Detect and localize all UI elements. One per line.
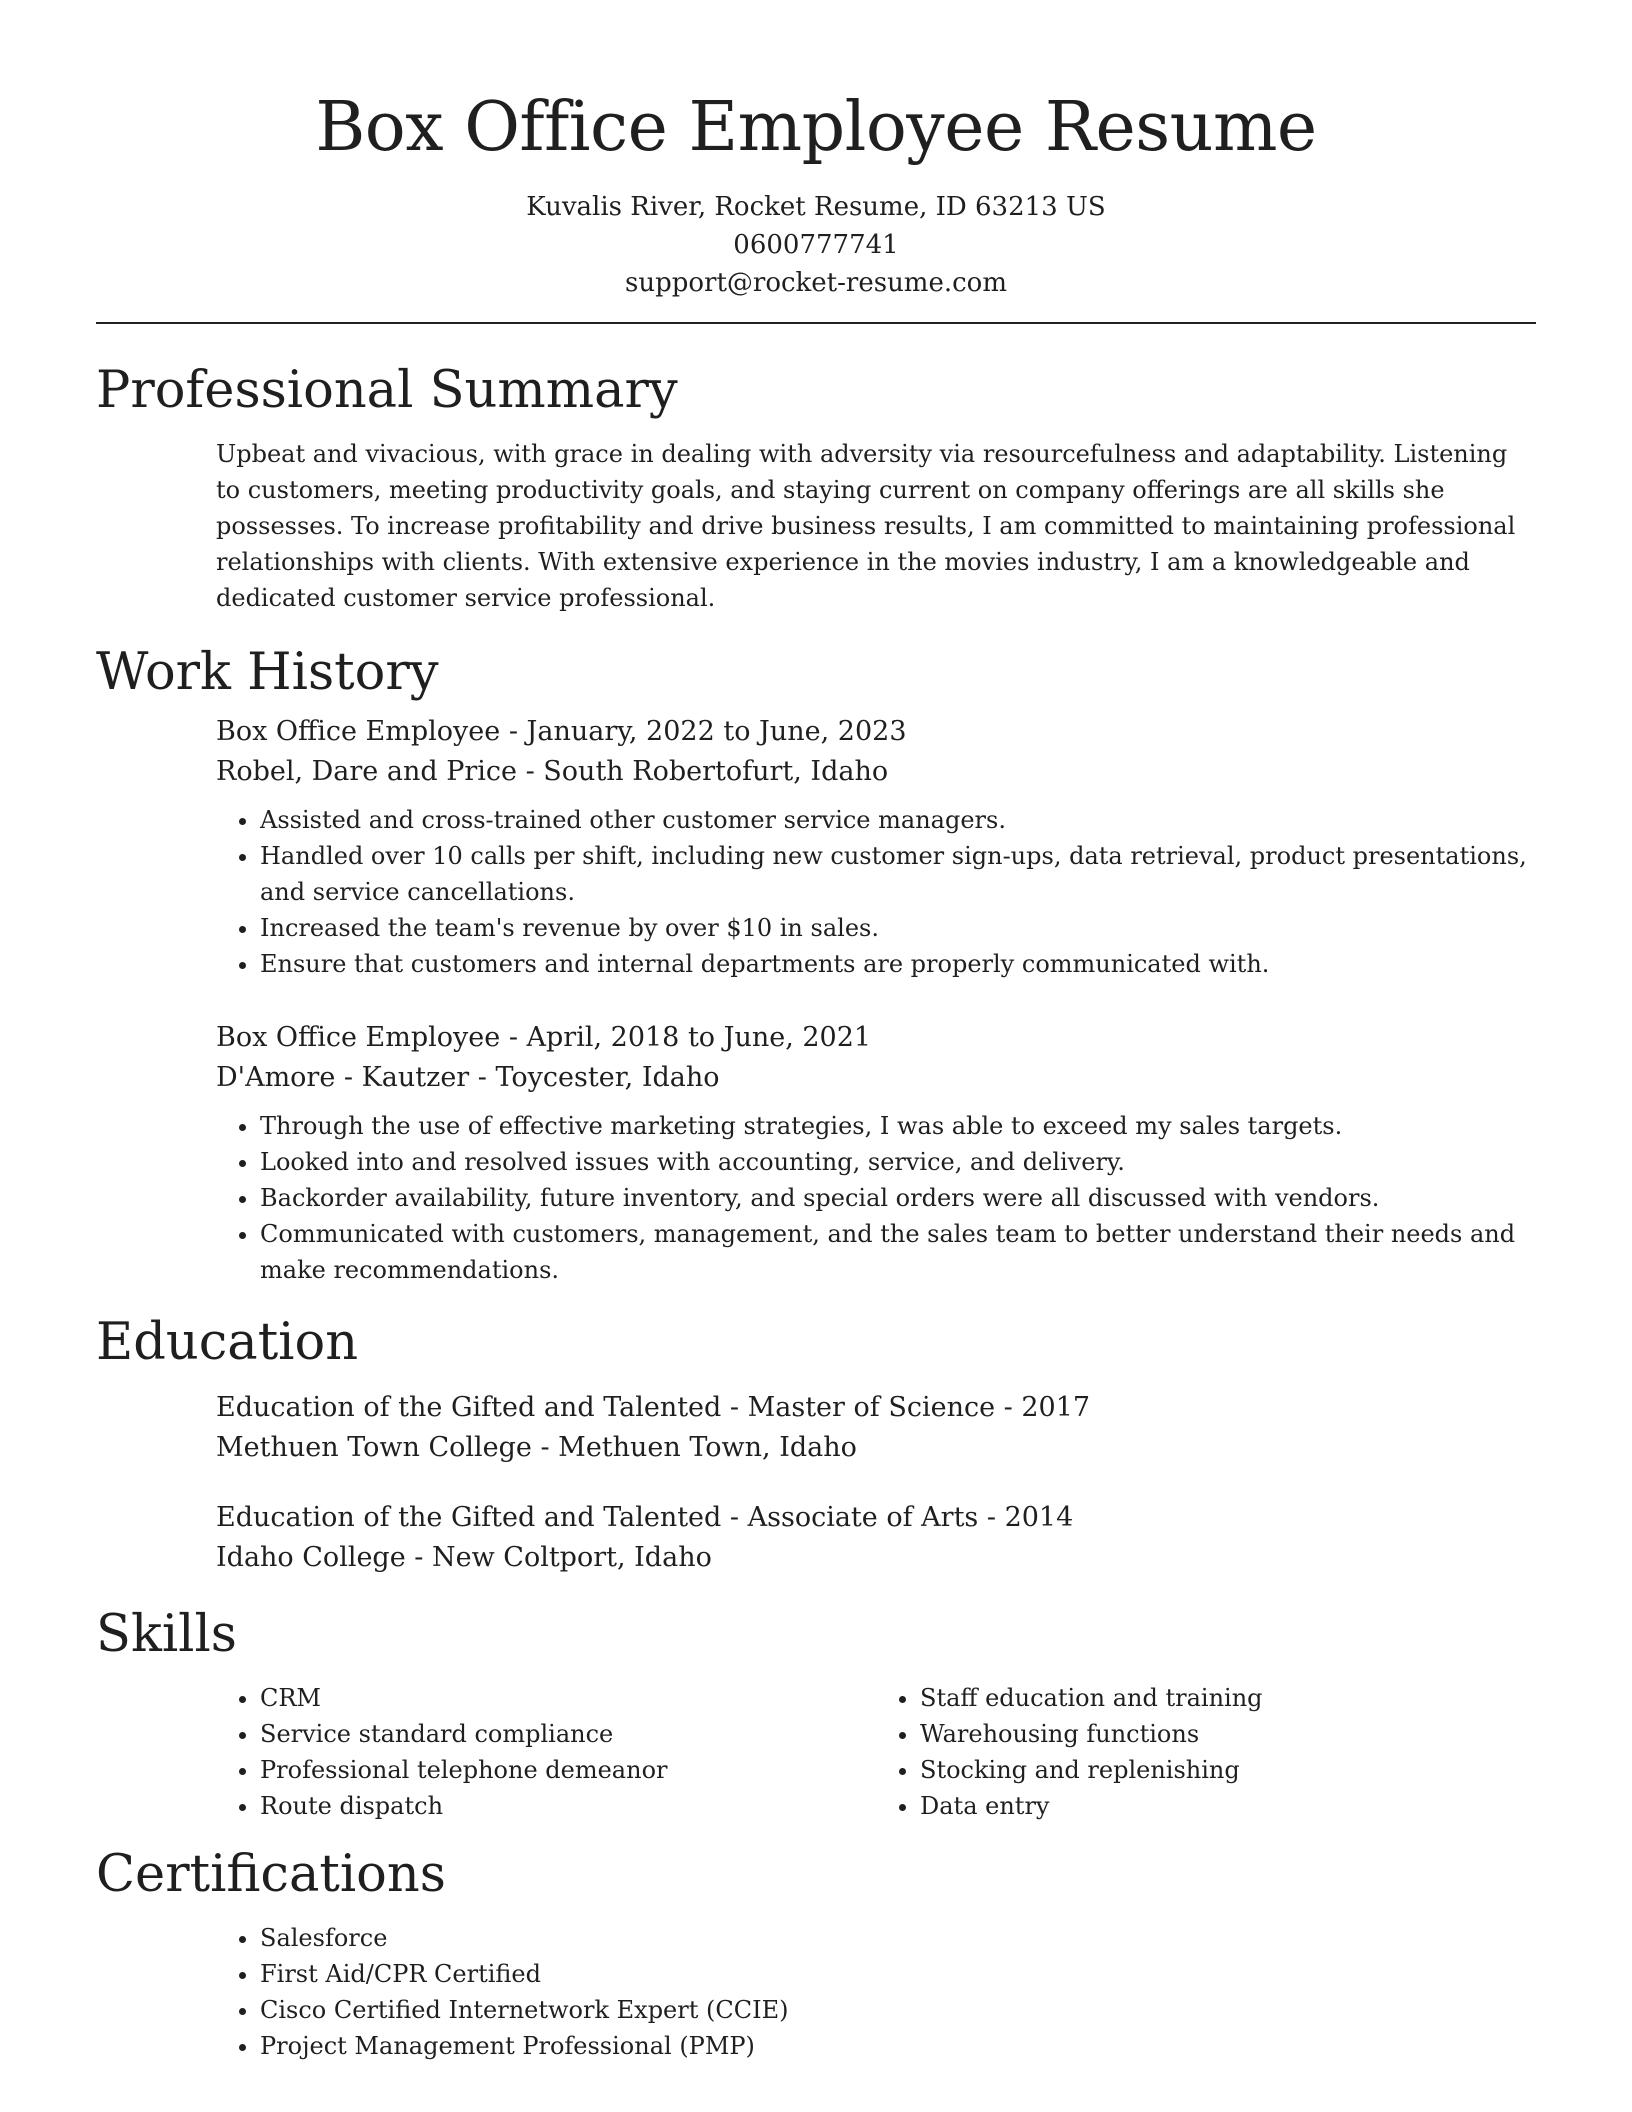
skill-item: • Data entry: [920, 1788, 1536, 1824]
skill-item: • CRM: [260, 1680, 876, 1716]
job-company-line: D'Amore - Kautzer - Toycester, Idaho: [216, 1062, 720, 1093]
job-entry: [216, 1018, 1536, 1288]
certification-item: • First Aid/CPR Certified: [260, 1956, 1536, 1992]
skills-columns: [216, 1680, 1536, 1824]
job-bullet-list: [216, 1108, 1536, 1288]
job-entry: [216, 712, 1536, 982]
skill-item: • Route dispatch: [260, 1788, 876, 1824]
certification-item: • Cisco Certified Internetwork Expert (CCIE): [260, 1992, 1536, 2028]
skill-item: • Professional telephone demeanor: [260, 1752, 876, 1788]
certification-item: • Salesforce: [260, 1920, 1536, 1956]
work-history-heading: Work History: [96, 643, 439, 702]
job-bullet: • Ensure that customers and internal departments are properly communicated with.: [260, 946, 1536, 982]
contact-block: [96, 188, 1536, 302]
job-title-line: Box Office Employee - April, 2018 to June, 2021: [216, 1022, 872, 1053]
skill-item: • Service standard compliance: [260, 1716, 876, 1752]
education-entry: [216, 1498, 1536, 1578]
job-title-line: Box Office Employee - January, 2022 to June, 2023: [216, 716, 907, 747]
certifications-body: [216, 1920, 1536, 2064]
resume-title: Box Office Employee Resume: [315, 88, 1317, 167]
school-line: Idaho College - New Coltport, Idaho: [216, 1542, 712, 1573]
work-history-body: [216, 712, 1536, 1312]
skills-heading: Skills: [96, 1605, 237, 1664]
education-entry: [216, 1388, 1536, 1468]
resume-page: [96, 0, 1536, 2064]
certifications-list: [216, 1920, 1536, 2064]
job-bullet: • Assisted and cross-trained other customer service managers.: [260, 802, 1536, 838]
summary-text: Upbeat and vivacious, with grace in dealing with adversity via resourcefulness and adaptability. Listening to customers, meeting productivity goals, and staying current on company offerings are all skills she possesses. To increase profitability and drive business results, I am committed to maintaining professional relationships with clients. With extensive experience in the movies industry, I am a knowledgeable and dedicated customer service professional.: [216, 440, 1516, 612]
address-line: Kuvalis River, Rocket Resume, ID 63213 US: [526, 192, 1106, 222]
job-bullet: • Backorder availability, future inventory, and special orders were all discussed with vendors.: [260, 1180, 1536, 1216]
phone-line: 0600777741: [733, 230, 899, 260]
header-divider: [96, 322, 1536, 324]
job-bullet: • Looked into and resolved issues with accounting, service, and delivery.: [260, 1144, 1536, 1180]
job-bullet: • Increased the team's revenue by over $10 in sales.: [260, 910, 1536, 946]
certification-item: • Project Management Professional (PMP): [260, 2028, 1536, 2064]
degree-line: Education of the Gifted and Talented - Master of Science - 2017: [216, 1392, 1091, 1423]
education-heading: Education: [96, 1313, 359, 1372]
skills-list-right: [876, 1680, 1536, 1824]
school-line: Methuen Town College - Methuen Town, Idaho: [216, 1432, 857, 1463]
summary-heading: Professional Summary: [96, 361, 678, 420]
skills-list-left: [216, 1680, 876, 1824]
job-bullet: • Handled over 10 calls per shift, including new customer sign-ups, data retrieval, product presentations, and service cancellations.: [260, 838, 1536, 910]
education-body: [216, 1388, 1536, 1604]
job-bullet: • Through the use of effective marketing strategies, I was able to exceed my sales targets.: [260, 1108, 1536, 1144]
job-bullet: • Communicated with customers, management, and the sales team to better understand their needs and make recommendations.: [260, 1216, 1536, 1288]
job-company-line: Robel, Dare and Price - South Robertofurt, Idaho: [216, 756, 889, 787]
skill-item: • Staff education and training: [920, 1680, 1536, 1716]
skill-item: • Warehousing functions: [920, 1716, 1536, 1752]
email-line: support@rocket-resume.com: [624, 268, 1007, 298]
degree-line: Education of the Gifted and Talented - Associate of Arts - 2014: [216, 1502, 1074, 1533]
skill-item: • Stocking and replenishing: [920, 1752, 1536, 1788]
certifications-heading: Certifications: [96, 1845, 446, 1904]
job-bullet-list: [216, 802, 1536, 982]
